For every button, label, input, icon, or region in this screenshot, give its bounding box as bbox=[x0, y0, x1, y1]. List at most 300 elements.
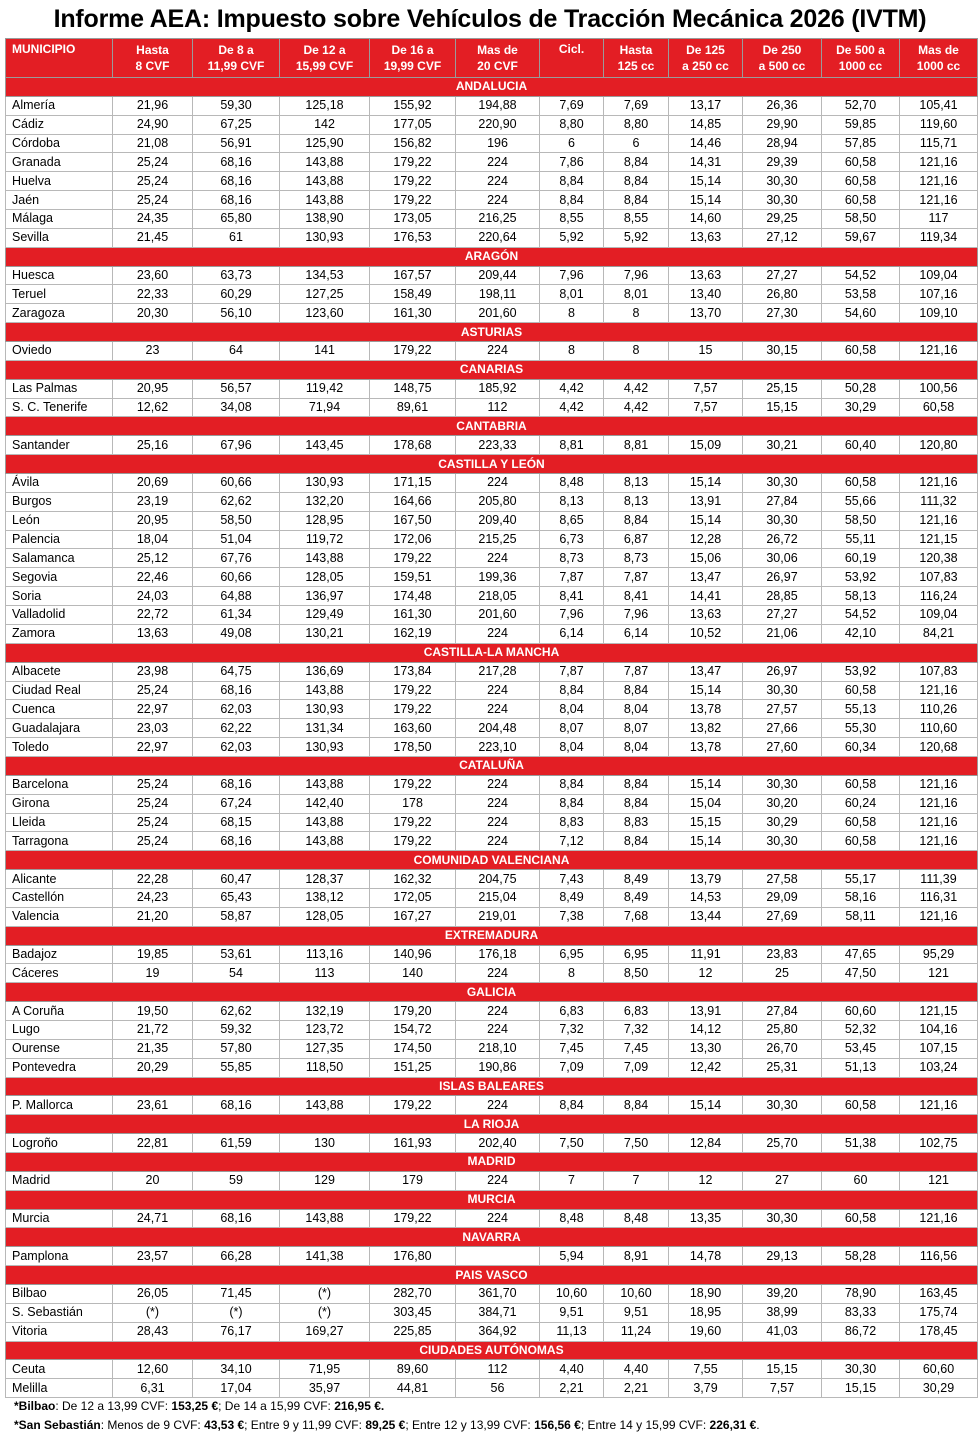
tax-value-cell: 27,84 bbox=[743, 492, 822, 511]
tax-value-cell: 224 bbox=[456, 813, 540, 832]
tax-value-cell: 8,84 bbox=[604, 794, 669, 813]
tax-value-cell: 129,49 bbox=[280, 606, 370, 625]
footnote-san-sebastian bbox=[14, 1416, 974, 1435]
tax-value-cell: 8,80 bbox=[540, 115, 604, 134]
tax-value-cell: 26,80 bbox=[743, 285, 822, 304]
municipio-cell: Granada bbox=[6, 153, 113, 172]
tax-value-cell: 27,27 bbox=[743, 606, 822, 625]
tax-value-cell: 159,51 bbox=[370, 568, 456, 587]
tax-value-cell: 224 bbox=[456, 153, 540, 172]
table-row bbox=[6, 1360, 978, 1379]
tax-value-cell: 13,35 bbox=[669, 1209, 743, 1228]
tax-value-cell: 8,07 bbox=[604, 719, 669, 738]
tax-value-cell: 13,78 bbox=[669, 700, 743, 719]
table-row bbox=[6, 1247, 978, 1266]
tax-value-cell: 8,49 bbox=[604, 870, 669, 889]
municipio-cell: A Coruña bbox=[6, 1002, 113, 1021]
tax-value-cell: 121,16 bbox=[900, 153, 978, 172]
col-header-line: De 125 bbox=[686, 43, 725, 57]
table-row bbox=[6, 813, 978, 832]
tax-value-cell: 13,44 bbox=[669, 907, 743, 926]
tax-value-cell: 204,48 bbox=[456, 719, 540, 738]
tax-value-cell: 11,13 bbox=[540, 1322, 604, 1341]
tax-value-cell: 109,04 bbox=[900, 266, 978, 285]
table-body bbox=[6, 78, 978, 1398]
tax-value-cell: 15,06 bbox=[669, 549, 743, 568]
table-row bbox=[6, 738, 978, 757]
tax-value-cell: 224 bbox=[456, 964, 540, 983]
col-header-mas-20-cvf bbox=[456, 39, 540, 78]
tax-value-cell: 7,87 bbox=[540, 662, 604, 681]
tax-value-cell: 25,80 bbox=[743, 1020, 822, 1039]
municipio-cell: Zamora bbox=[6, 624, 113, 643]
table-row bbox=[6, 832, 978, 851]
table-row bbox=[6, 1171, 978, 1190]
tax-value-cell: 60,58 bbox=[822, 1209, 900, 1228]
tax-value-cell: 8,13 bbox=[604, 474, 669, 493]
tax-value-cell: 60 bbox=[822, 1171, 900, 1190]
tax-value-cell: 8,84 bbox=[604, 1096, 669, 1115]
tax-value-cell: 130,21 bbox=[280, 624, 370, 643]
tax-value-cell: 121,16 bbox=[900, 191, 978, 210]
tax-value-cell: 132,19 bbox=[280, 1002, 370, 1021]
col-header-line: a 250 cc bbox=[682, 59, 729, 73]
tax-value-cell: 223,10 bbox=[456, 738, 540, 757]
tax-value-cell: 123,72 bbox=[280, 1020, 370, 1039]
table-row bbox=[6, 587, 978, 606]
tax-value-cell: 68,16 bbox=[193, 775, 280, 794]
tax-value-cell: 8,84 bbox=[540, 191, 604, 210]
tax-value-cell: 18,95 bbox=[669, 1303, 743, 1322]
tax-value-cell: 4,42 bbox=[540, 398, 604, 417]
col-header-line: De 12 a bbox=[303, 43, 346, 57]
table-row bbox=[6, 285, 978, 304]
table-row bbox=[6, 266, 978, 285]
tax-value-cell: 6,73 bbox=[540, 530, 604, 549]
tax-value-cell: 220,64 bbox=[456, 228, 540, 247]
tax-value-cell: 4,42 bbox=[540, 379, 604, 398]
tax-value-cell: 62,03 bbox=[193, 700, 280, 719]
municipio-cell: Vitoria bbox=[6, 1322, 113, 1341]
tax-value-cell: 7,12 bbox=[540, 832, 604, 851]
region-header-row bbox=[6, 1228, 978, 1247]
tax-value-cell: 8 bbox=[604, 342, 669, 361]
tax-value-cell: 107,16 bbox=[900, 285, 978, 304]
municipio-cell: Melilla bbox=[6, 1379, 113, 1398]
col-header-line: Hasta bbox=[619, 43, 653, 57]
tax-value-cell: 127,25 bbox=[280, 285, 370, 304]
tax-value-cell: 7,57 bbox=[669, 379, 743, 398]
tax-value-cell: 55,66 bbox=[822, 492, 900, 511]
tax-value-cell: 19,60 bbox=[669, 1322, 743, 1341]
region-header-row bbox=[6, 455, 978, 474]
municipio-cell: Santander bbox=[6, 436, 113, 455]
tax-value-cell: 68,15 bbox=[193, 813, 280, 832]
tax-value-cell: 25,24 bbox=[113, 681, 193, 700]
tax-value-cell: 14,85 bbox=[669, 115, 743, 134]
tax-value-cell: 143,88 bbox=[280, 681, 370, 700]
municipio-cell: Ceuta bbox=[6, 1360, 113, 1379]
tax-value-cell: 12 bbox=[669, 1171, 743, 1190]
table-row bbox=[6, 379, 978, 398]
tax-value-cell: 68,16 bbox=[193, 191, 280, 210]
tax-value-cell: 8,55 bbox=[540, 210, 604, 229]
tax-value-cell: 121,16 bbox=[900, 775, 978, 794]
region-name: LA RIOJA bbox=[6, 1115, 978, 1134]
tax-value-cell: 30,30 bbox=[743, 681, 822, 700]
tax-value-cell: 143,88 bbox=[280, 549, 370, 568]
tax-value-cell: 61,59 bbox=[193, 1134, 280, 1153]
col-header-hasta-125cc bbox=[604, 39, 669, 78]
tax-value-cell: 21,96 bbox=[113, 96, 193, 115]
municipio-cell: Córdoba bbox=[6, 134, 113, 153]
tax-value-cell: 22,97 bbox=[113, 700, 193, 719]
region-name: CANARIAS bbox=[6, 360, 978, 379]
tax-value-cell: 60,58 bbox=[900, 398, 978, 417]
tax-value-cell: 9,51 bbox=[604, 1303, 669, 1322]
tax-value-cell: 15,15 bbox=[669, 813, 743, 832]
tax-value-cell: 6 bbox=[540, 134, 604, 153]
municipio-cell: Barcelona bbox=[6, 775, 113, 794]
tax-value-cell: 25,24 bbox=[113, 813, 193, 832]
municipio-cell: Lleida bbox=[6, 813, 113, 832]
tax-value-cell: 7,45 bbox=[604, 1039, 669, 1058]
footnote-emphasis: 153,25 € bbox=[171, 1399, 219, 1413]
tax-value-cell: 130 bbox=[280, 1134, 370, 1153]
municipio-cell: Badajoz bbox=[6, 945, 113, 964]
municipio-cell: Murcia bbox=[6, 1209, 113, 1228]
tax-value-cell: 14,78 bbox=[669, 1247, 743, 1266]
tax-value-cell: 52,70 bbox=[822, 96, 900, 115]
region-name: CASTILLA-LA MANCHA bbox=[6, 643, 978, 662]
col-header-500-1000cc bbox=[822, 39, 900, 78]
tax-value-cell: 41,03 bbox=[743, 1322, 822, 1341]
tax-value-cell: 26,05 bbox=[113, 1285, 193, 1304]
tax-value-cell: 7,38 bbox=[540, 907, 604, 926]
tax-value-cell: 8,13 bbox=[604, 492, 669, 511]
table-row bbox=[6, 342, 978, 361]
tax-value-cell: 179,22 bbox=[370, 1209, 456, 1228]
footnote-emphasis: 156,56 € bbox=[534, 1418, 581, 1432]
tax-value-cell: 13,47 bbox=[669, 662, 743, 681]
tax-value-cell: 13,63 bbox=[669, 228, 743, 247]
col-header-line: De 250 bbox=[762, 43, 802, 57]
tax-value-cell: 23,03 bbox=[113, 719, 193, 738]
tax-value-cell: 179,22 bbox=[370, 153, 456, 172]
tax-value-cell: 58,16 bbox=[822, 888, 900, 907]
tax-value-cell: 23,83 bbox=[743, 945, 822, 964]
tax-value-cell: 49,08 bbox=[193, 624, 280, 643]
tax-value-cell: 2,21 bbox=[604, 1379, 669, 1398]
tax-value-cell: 143,88 bbox=[280, 191, 370, 210]
tax-value-cell: 62,03 bbox=[193, 738, 280, 757]
tax-value-cell: (*) bbox=[193, 1303, 280, 1322]
table-row bbox=[6, 794, 978, 813]
table-row bbox=[6, 870, 978, 889]
region-name: PAIS VASCO bbox=[6, 1266, 978, 1285]
tax-value-cell: 18,90 bbox=[669, 1285, 743, 1304]
tax-value-cell: 58,50 bbox=[822, 511, 900, 530]
tax-value-cell: 57,85 bbox=[822, 134, 900, 153]
tax-value-cell: 178 bbox=[370, 794, 456, 813]
tax-value-cell: 8,13 bbox=[540, 492, 604, 511]
region-header-row bbox=[6, 1341, 978, 1360]
region-name: CATALUÑA bbox=[6, 756, 978, 775]
tax-value-cell: 30,30 bbox=[743, 775, 822, 794]
tax-value-cell: 127,35 bbox=[280, 1039, 370, 1058]
tax-value-cell: (*) bbox=[280, 1303, 370, 1322]
table-row bbox=[6, 964, 978, 983]
col-header-cicl bbox=[540, 39, 604, 78]
tax-value-cell: 64 bbox=[193, 342, 280, 361]
municipio-cell: Segovia bbox=[6, 568, 113, 587]
tax-value-cell: 51,13 bbox=[822, 1058, 900, 1077]
tax-value-cell: 68,16 bbox=[193, 832, 280, 851]
tax-value-cell: 52,32 bbox=[822, 1020, 900, 1039]
tax-value-cell: 10,60 bbox=[604, 1285, 669, 1304]
tax-value-cell: 27,60 bbox=[743, 738, 822, 757]
tax-value-cell: 303,45 bbox=[370, 1303, 456, 1322]
region-name: CANTABRIA bbox=[6, 417, 978, 436]
region-header-row bbox=[6, 983, 978, 1002]
tax-value-cell: 29,90 bbox=[743, 115, 822, 134]
tax-value-cell: 176,80 bbox=[370, 1247, 456, 1266]
tax-value-cell: 8,04 bbox=[540, 738, 604, 757]
tax-value-cell: 56,57 bbox=[193, 379, 280, 398]
tax-value-cell: 8,83 bbox=[604, 813, 669, 832]
tax-value-cell: 30,29 bbox=[822, 398, 900, 417]
tax-value-cell: 129 bbox=[280, 1171, 370, 1190]
municipio-cell: P. Mallorca bbox=[6, 1096, 113, 1115]
tax-value-cell: 68,16 bbox=[193, 1209, 280, 1228]
tax-value-cell: 22,81 bbox=[113, 1134, 193, 1153]
tax-value-cell: 209,44 bbox=[456, 266, 540, 285]
footnote-emphasis: 216,95 €. bbox=[334, 1399, 385, 1413]
tax-value-cell: 7,96 bbox=[540, 606, 604, 625]
tax-value-cell: 12,42 bbox=[669, 1058, 743, 1077]
municipio-cell: Sevilla bbox=[6, 228, 113, 247]
tax-value-cell: 55,11 bbox=[822, 530, 900, 549]
region-name: GALICIA bbox=[6, 983, 978, 1002]
tax-value-cell: 8,07 bbox=[540, 719, 604, 738]
table-row bbox=[6, 1285, 978, 1304]
tax-value-cell: 179,22 bbox=[370, 191, 456, 210]
tax-value-cell: 65,43 bbox=[193, 888, 280, 907]
tax-value-cell: 26,70 bbox=[743, 1039, 822, 1058]
tax-value-cell: 86,72 bbox=[822, 1322, 900, 1341]
footnote-text: . bbox=[756, 1418, 760, 1432]
tax-value-cell: 59,85 bbox=[822, 115, 900, 134]
tax-value-cell: 7,09 bbox=[604, 1058, 669, 1077]
tax-value-cell: 179,22 bbox=[370, 775, 456, 794]
tax-value-cell: 8,84 bbox=[604, 153, 669, 172]
tax-value-cell: 68,16 bbox=[193, 681, 280, 700]
ivtm-table bbox=[5, 38, 978, 1398]
tax-value-cell: 20,29 bbox=[113, 1058, 193, 1077]
tax-value-cell: 7,87 bbox=[604, 662, 669, 681]
tax-value-cell: 89,60 bbox=[370, 1360, 456, 1379]
tax-value-cell: 361,70 bbox=[456, 1285, 540, 1304]
tax-value-cell: 60,60 bbox=[822, 1002, 900, 1021]
tax-value-cell: 161,30 bbox=[370, 606, 456, 625]
tax-value-cell: 13,30 bbox=[669, 1039, 743, 1058]
tax-value-cell: 215,04 bbox=[456, 888, 540, 907]
tax-value-cell: 224 bbox=[456, 1096, 540, 1115]
tax-value-cell: 138,12 bbox=[280, 888, 370, 907]
tax-value-cell: 136,69 bbox=[280, 662, 370, 681]
col-header-line: De 8 a bbox=[218, 43, 254, 57]
tax-value-cell: 130,93 bbox=[280, 474, 370, 493]
tax-value-cell: 15,14 bbox=[669, 1096, 743, 1115]
tax-value-cell: 55,85 bbox=[193, 1058, 280, 1077]
tax-value-cell: 11,24 bbox=[604, 1322, 669, 1341]
tax-value-cell: 130,93 bbox=[280, 700, 370, 719]
tax-value-cell: 220,90 bbox=[456, 115, 540, 134]
col-header-hasta-8-cvf bbox=[113, 39, 193, 78]
col-header-12-15-cvf bbox=[280, 39, 370, 78]
tax-value-cell: 136,97 bbox=[280, 587, 370, 606]
tax-value-cell: 60,58 bbox=[822, 813, 900, 832]
tax-value-cell: 178,68 bbox=[370, 436, 456, 455]
tax-value-cell: 53,92 bbox=[822, 662, 900, 681]
tax-value-cell: 185,92 bbox=[456, 379, 540, 398]
region-header-row bbox=[6, 78, 978, 97]
municipio-cell: Cuenca bbox=[6, 700, 113, 719]
tax-value-cell: 8,84 bbox=[540, 172, 604, 191]
tax-value-cell: 6,31 bbox=[113, 1379, 193, 1398]
table-row bbox=[6, 681, 978, 700]
tax-value-cell: 20,30 bbox=[113, 304, 193, 323]
tax-value-cell: 23,98 bbox=[113, 662, 193, 681]
tax-value-cell: 119,60 bbox=[900, 115, 978, 134]
tax-value-cell: 172,06 bbox=[370, 530, 456, 549]
col-header-line: 19,99 CVF bbox=[383, 59, 442, 73]
tax-value-cell: 169,27 bbox=[280, 1322, 370, 1341]
tax-value-cell: 30,30 bbox=[822, 1360, 900, 1379]
tax-value-cell: 8,83 bbox=[540, 813, 604, 832]
col-header-line: De 500 a bbox=[836, 43, 885, 57]
tax-value-cell: 8,80 bbox=[604, 115, 669, 134]
tax-value-cell: 102,75 bbox=[900, 1134, 978, 1153]
tax-value-cell: 25,24 bbox=[113, 794, 193, 813]
tax-value-cell: 179,20 bbox=[370, 1002, 456, 1021]
municipio-cell: Madrid bbox=[6, 1171, 113, 1190]
tax-value-cell: 179 bbox=[370, 1171, 456, 1190]
tax-value-cell: 125,90 bbox=[280, 134, 370, 153]
municipio-cell: Huesca bbox=[6, 266, 113, 285]
tax-value-cell: 14,12 bbox=[669, 1020, 743, 1039]
table-row bbox=[6, 228, 978, 247]
table-row bbox=[6, 115, 978, 134]
tax-value-cell: 60,34 bbox=[822, 738, 900, 757]
col-header-line: 1000 cc bbox=[916, 59, 961, 73]
tax-value-cell: 5,92 bbox=[604, 228, 669, 247]
tax-value-cell: 25,70 bbox=[743, 1134, 822, 1153]
tax-value-cell: 6,83 bbox=[604, 1002, 669, 1021]
tax-value-cell: 176,18 bbox=[456, 945, 540, 964]
municipio-cell: Ciudad Real bbox=[6, 681, 113, 700]
table-row bbox=[6, 1379, 978, 1398]
tax-value-cell: 30,29 bbox=[900, 1379, 978, 1398]
col-header-line: Mas de bbox=[918, 43, 959, 57]
col-header-mas-1000cc bbox=[900, 39, 978, 78]
tax-value-cell: 67,25 bbox=[193, 115, 280, 134]
tax-value-cell: 119,34 bbox=[900, 228, 978, 247]
tax-value-cell: 116,31 bbox=[900, 888, 978, 907]
municipio-cell: Las Palmas bbox=[6, 379, 113, 398]
tax-value-cell: 143,45 bbox=[280, 436, 370, 455]
tax-value-cell: 25,16 bbox=[113, 436, 193, 455]
table-row bbox=[6, 191, 978, 210]
tax-value-cell: 30,30 bbox=[743, 1096, 822, 1115]
tax-value-cell: 63,73 bbox=[193, 266, 280, 285]
tax-value-cell: 53,92 bbox=[822, 568, 900, 587]
table-row bbox=[6, 1058, 978, 1077]
tax-value-cell: 21,35 bbox=[113, 1039, 193, 1058]
table-row bbox=[6, 945, 978, 964]
tax-value-cell: 60,60 bbox=[900, 1360, 978, 1379]
tax-value-cell: 151,25 bbox=[370, 1058, 456, 1077]
tax-value-cell: 224 bbox=[456, 775, 540, 794]
tax-value-cell: 78,90 bbox=[822, 1285, 900, 1304]
tax-value-cell: 8 bbox=[604, 304, 669, 323]
tax-value-cell: 109,10 bbox=[900, 304, 978, 323]
table-row bbox=[6, 492, 978, 511]
tax-value-cell: 143,88 bbox=[280, 813, 370, 832]
municipio-cell: Ávila bbox=[6, 474, 113, 493]
tax-value-cell: 7,87 bbox=[604, 568, 669, 587]
tax-value-cell: 175,74 bbox=[900, 1303, 978, 1322]
table-row bbox=[6, 1096, 978, 1115]
tax-value-cell: 42,10 bbox=[822, 624, 900, 643]
tax-value-cell: 24,23 bbox=[113, 888, 193, 907]
tax-value-cell: 14,31 bbox=[669, 153, 743, 172]
col-header-line: 20 CVF bbox=[477, 59, 518, 73]
municipio-cell: Málaga bbox=[6, 210, 113, 229]
tax-value-cell: 128,37 bbox=[280, 870, 370, 889]
tax-value-cell: 8,48 bbox=[540, 1209, 604, 1228]
tax-value-cell: 55,30 bbox=[822, 719, 900, 738]
tax-value-cell: 178,50 bbox=[370, 738, 456, 757]
tax-value-cell: 8 bbox=[540, 304, 604, 323]
tax-value-cell: 215,25 bbox=[456, 530, 540, 549]
tax-value-cell: 59 bbox=[193, 1171, 280, 1190]
tax-value-cell: 58,50 bbox=[822, 210, 900, 229]
table-row bbox=[6, 474, 978, 493]
col-header-125-250cc bbox=[669, 39, 743, 78]
tax-value-cell: 121,16 bbox=[900, 172, 978, 191]
tax-value-cell: 55,17 bbox=[822, 870, 900, 889]
tax-value-cell: 128,95 bbox=[280, 511, 370, 530]
tax-value-cell: 57,80 bbox=[193, 1039, 280, 1058]
tax-value-cell: 142,40 bbox=[280, 794, 370, 813]
tax-value-cell: 8,84 bbox=[604, 775, 669, 794]
report-title: Informe AEA: Impuesto sobre Vehículos de Tracción Mecánica 2026 (IVTM) bbox=[53, 5, 927, 33]
tax-value-cell: 123,60 bbox=[280, 304, 370, 323]
tax-value-cell: 125,18 bbox=[280, 96, 370, 115]
tax-value-cell: 9,51 bbox=[540, 1303, 604, 1322]
tax-value-cell: 24,35 bbox=[113, 210, 193, 229]
tax-value-cell: 174,48 bbox=[370, 587, 456, 606]
table-row bbox=[6, 568, 978, 587]
tax-value-cell: 12 bbox=[669, 964, 743, 983]
tax-value-cell: 6,83 bbox=[540, 1002, 604, 1021]
col-header-8-11-cvf bbox=[193, 39, 280, 78]
tax-value-cell: 61,34 bbox=[193, 606, 280, 625]
tax-value-cell: 13,70 bbox=[669, 304, 743, 323]
tax-value-cell: 161,93 bbox=[370, 1134, 456, 1153]
tax-value-cell: 364,92 bbox=[456, 1322, 540, 1341]
